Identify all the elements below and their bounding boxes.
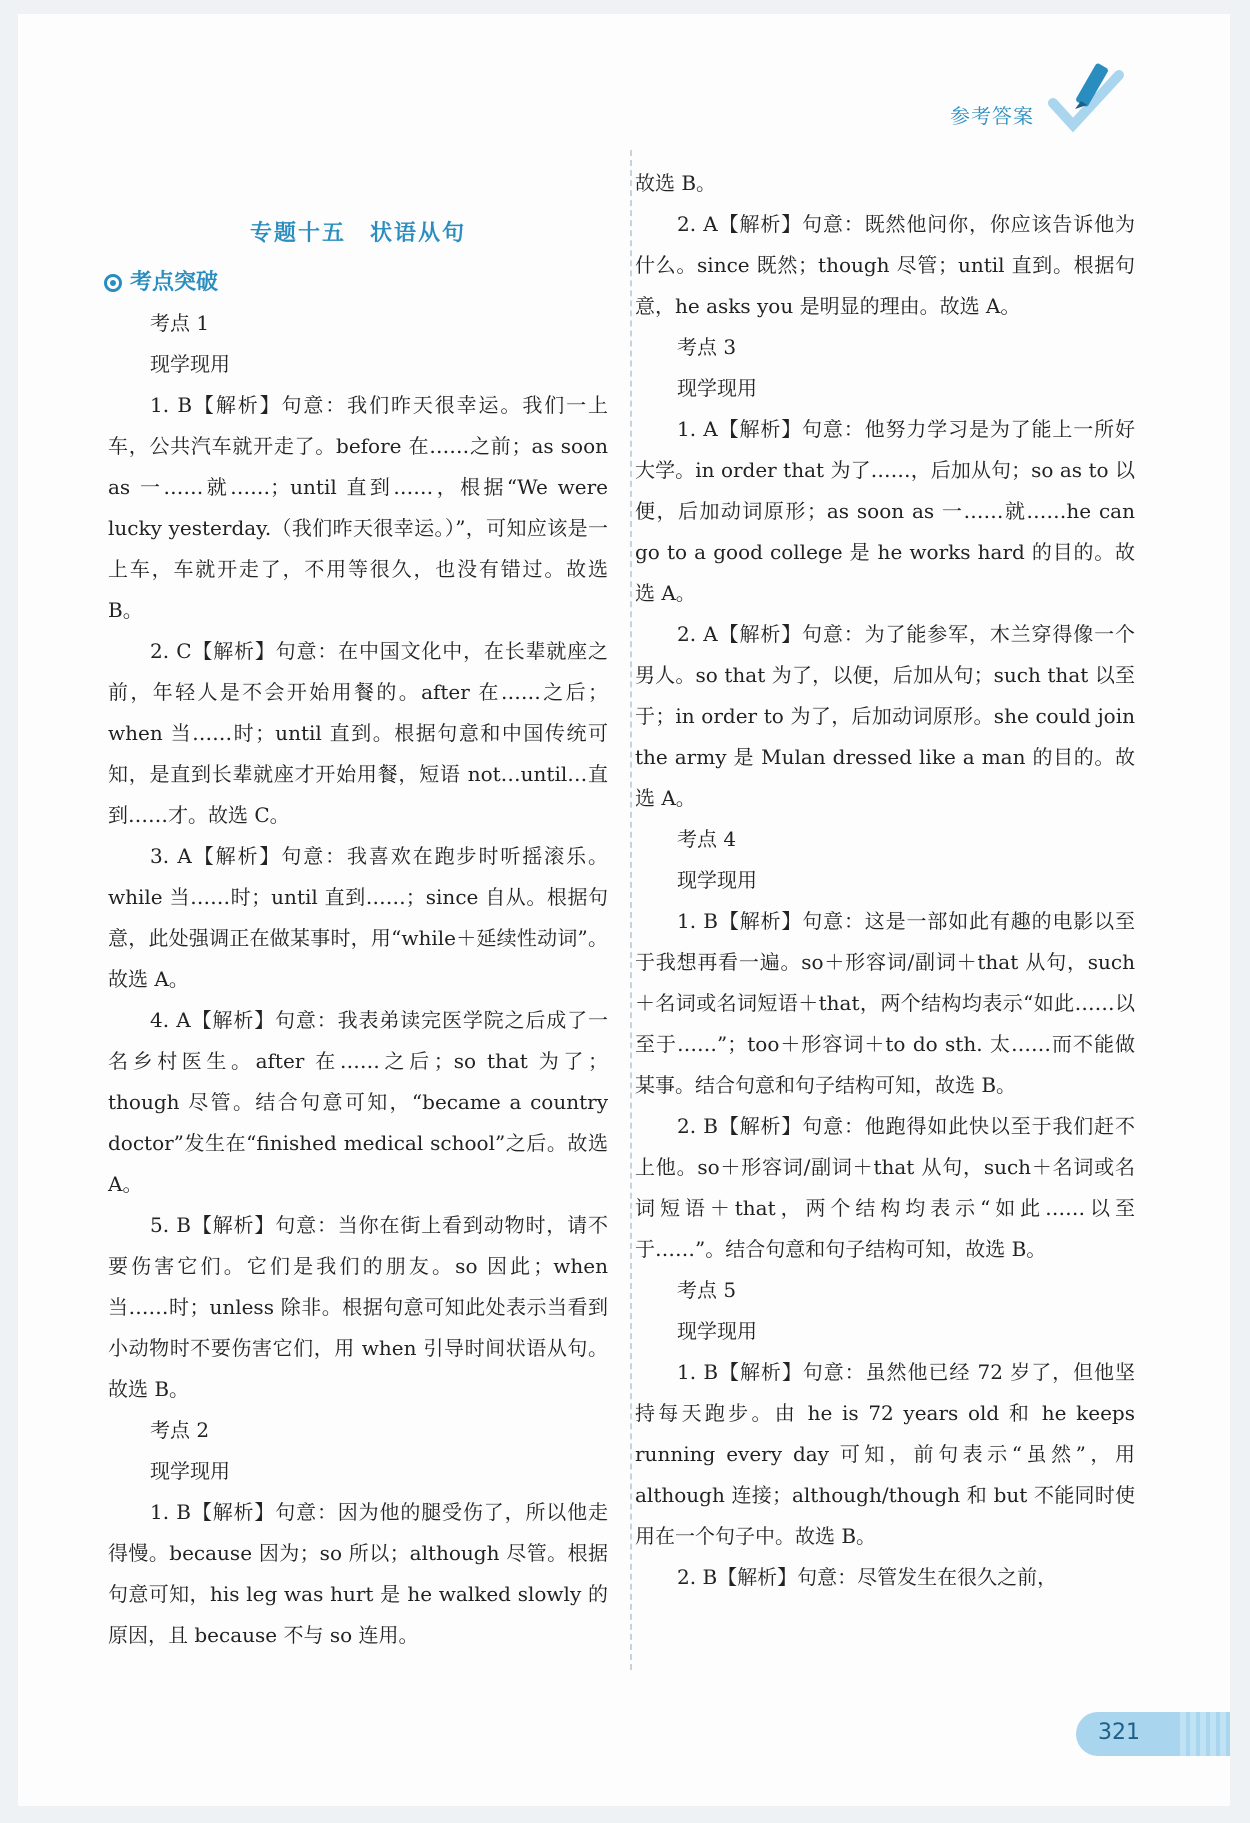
answer-item: 1. B【解析】句意：因为他的腿受伤了，所以他走得慢。because 因为；so 所以；although 尽管。根据句意可知，his leg was hurt 是 he walked slowly 的原因，且 because 不与 so 连用。 [108, 1500, 608, 1647]
kaodian-1-sub: 现学现用 [150, 352, 230, 376]
pencil-check-icon [1045, 55, 1127, 137]
answer-item: 1. B【解析】句意：虽然他已经 72 岁了，但他坚持每天跑步。由 he is 72 years old 和 he keeps running every day 可知，前句表示“虽然”，用 although 连接；although/though 和 but 不能同时使用在一个句子中。故选 B。 [635, 1360, 1135, 1548]
kaodian-5-sub: 现学现用 [677, 1319, 757, 1343]
target-icon [104, 274, 122, 292]
topic-title: 专题十五 状语从句 [249, 221, 466, 246]
section-label: 考点突破 [130, 270, 219, 295]
answer-item: 3. A【解析】句意：我喜欢在跑步时听摇滚乐。while 当……时；until 直到……；since 自从。根据句意，此处强调正在做某事时，用“while＋延续性动词”。故选 A。 [108, 844, 608, 991]
right-column [635, 163, 1135, 1598]
page-number-tab [1076, 1712, 1230, 1756]
column-divider [630, 150, 632, 1670]
answer-item: 2. A【解析】句意：既然他问你，你应该告诉他为什么。since 既然；though 尽管；until 直到。根据句意，he asks you 是明显的理由。故选 A。 [635, 212, 1135, 318]
kaodian-2-sub: 现学现用 [150, 1459, 230, 1483]
header-label: 参考答案 [950, 104, 1034, 128]
left-column [108, 155, 608, 1656]
kaodian-5: 考点 5 [677, 1278, 737, 1302]
kaodian-1: 考点 1 [150, 311, 210, 335]
kaodian-4: 考点 4 [677, 827, 737, 851]
kaodian-3: 考点 3 [677, 335, 737, 359]
kaodian-4-sub: 现学现用 [677, 868, 757, 892]
kaodian-3-sub: 现学现用 [677, 376, 757, 400]
continued-text: 故选 B。 [635, 171, 717, 195]
kaodian-2: 考点 2 [150, 1418, 210, 1442]
page-tab-stripes [1180, 1712, 1230, 1756]
answer-item: 5. B【解析】句意：当你在街上看到动物时，请不要伤害它们。它们是我们的朋友。so 因此；when 当……时；unless 除非。根据句意可知此处表示当看到小动物时不要伤害它们，用 when 引导时间状语从句。故选 B。 [108, 1213, 608, 1401]
answer-item: 4. A【解析】句意：我表弟读完医学院之后成了一名乡村医生。after 在……之后；so that 为了；though 尽管。结合句意可知，“became a country doctor”发生在“finished medical school”之后。故选 A。 [108, 1008, 608, 1196]
answer-item: 2. A【解析】句意：为了能参军，木兰穿得像一个男人。so that 为了，以便，后加从句；such that 以至于；in order to 为了，后加动词原形。she could join the army 是 Mulan dressed like a man 的目的。故选 A。 [635, 622, 1135, 810]
answer-item: 2. B【解析】句意：尽管发生在很久之前， [677, 1565, 1058, 1589]
section-heading [104, 262, 608, 303]
page-number: 321 [1098, 1720, 1140, 1745]
answer-item: 2. C【解析】句意：在中国文化中，在长辈就座之前，年轻人是不会开始用餐的。after 在……之后；when 当……时；until 直到。根据句意和中国传统可知，是直到长辈就座才开始用餐，短语 not…until…直到……才。故选 C。 [108, 639, 608, 827]
answer-item: 1. B【解析】句意：我们昨天很幸运。我们一上车，公共汽车就开走了。before 在……之前；as soon as 一……就……；until 直到……，根据“We were lucky yesterday.（我们昨天很幸运。）”，可知应该是一上车，车就开走了，不用等很久，也没有错过。故选 B。 [108, 393, 608, 622]
answer-item: 1. A【解析】句意：他努力学习是为了能上一所好大学。in order that 为了……，后加从句；so as to 以便，后加动词原形；as soon as 一……就……he can go to a good college 是 he works hard 的目的。故选 A。 [635, 417, 1135, 605]
answer-item: 2. B【解析】句意：他跑得如此快以至于我们赶不上他。so＋形容词/副词＋that 从句，such＋名词或名词短语＋that，两个结构均表示“如此……以至于……”。结合句意和句子结构可知，故选 B。 [635, 1114, 1135, 1261]
answer-item: 1. B【解析】句意：这是一部如此有趣的电影以至于我想再看一遍。so＋形容词/副词＋that 从句，such＋名词或名词短语＋that，两个结构均表示“如此……以至于……”；too＋形容词＋to do sth. 太……而不能做某事。结合句意和句子结构可知，故选 B。 [635, 909, 1135, 1097]
